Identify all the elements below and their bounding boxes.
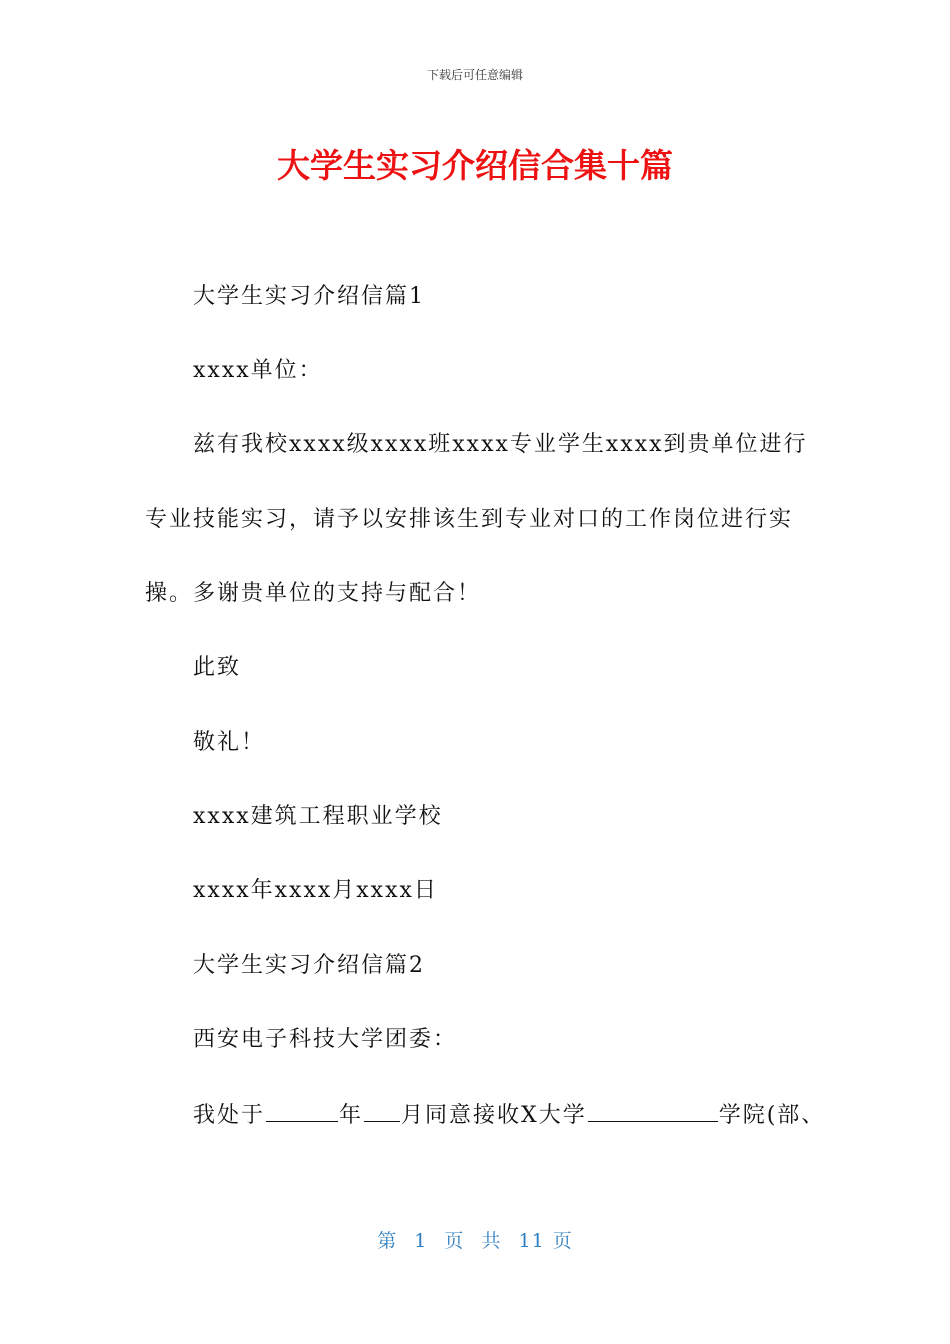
signature-date: xxxx年xxxx月xxxx日	[193, 878, 438, 903]
salutation-line-2: 西安电子科技大学团委：	[193, 1027, 458, 1052]
page-label: 页	[552, 1230, 573, 1252]
text-segment: 学院(部、	[718, 1103, 826, 1128]
text-segment: 年	[339, 1103, 364, 1128]
body-paragraph-line-3: 操。多谢贵单位的支持与配合！	[145, 581, 482, 606]
body-line-with-blanks	[193, 1099, 825, 1131]
fill-blank	[588, 1099, 718, 1122]
body-paragraph-line-1: 兹有我校xxxx级xxxx班xxxx专业学生xxxx到贵单位进行	[193, 432, 808, 457]
closing-line-1: 此致	[193, 655, 242, 680]
header-note: 下载后可任意编辑	[426, 68, 523, 82]
section-heading-2: 大学生实习介绍信篇2	[193, 953, 425, 978]
page-footer	[0, 1226, 950, 1253]
page-label: 页	[444, 1230, 465, 1252]
body-paragraph-line-2: 专业技能实习，请予以安排该生到专业对口的工作岗位进行实	[145, 507, 794, 532]
section-heading-1: 大学生实习介绍信篇1	[193, 284, 425, 309]
salutation-line: xxxx单位：	[193, 358, 323, 383]
text-segment: 我处于	[193, 1103, 266, 1128]
fill-blank	[364, 1099, 400, 1122]
signature-school: xxxx建筑工程职业学校	[193, 804, 443, 829]
page-total: 11	[518, 1230, 545, 1252]
fill-blank	[266, 1099, 338, 1122]
page-current: 1	[414, 1230, 428, 1252]
document-title: 大学生实习介绍信合集十篇	[277, 146, 673, 185]
text-segment: 月同意接收X大学	[401, 1103, 587, 1128]
page-label: 第	[377, 1230, 398, 1252]
page-label: 共	[481, 1230, 502, 1252]
closing-line-2: 敬礼！	[193, 730, 266, 755]
